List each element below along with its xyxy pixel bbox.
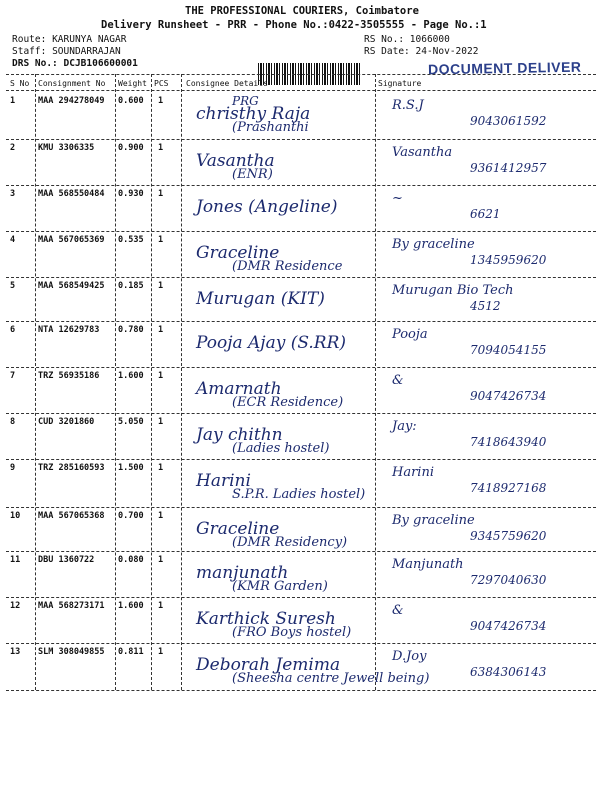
route-value: KARUNYA NAGAR	[52, 34, 127, 45]
row-consignee-name: christhy Raja	[196, 104, 311, 124]
row-consignee-place: (ECR Residence)	[232, 395, 344, 410]
row-phone: 6621	[470, 207, 501, 221]
row-weight: 1.500	[118, 463, 144, 473]
row-consignee-place: (Ladies hostel)	[232, 441, 330, 456]
row-phone: 9043061592	[470, 114, 547, 128]
row-signature: &	[392, 373, 404, 388]
row-weight: 1.600	[118, 371, 144, 381]
drs-label: DRS No.:	[12, 58, 58, 69]
row-consignee-name: Murugan (KIT)	[196, 289, 325, 309]
row-sno: 12	[10, 601, 21, 611]
row-pcs: 1	[158, 463, 164, 473]
row-pcs: 1	[158, 189, 164, 199]
runsheet-title: Delivery Runsheet - PRR - Phone No.:0422-3505555 - Page No.:1	[101, 19, 487, 31]
row-weight: 0.700	[118, 511, 144, 521]
row-consignment-no: MAA 568550484	[38, 189, 105, 199]
row-weight: 5.050	[118, 417, 144, 427]
row-phone: 9361412957	[470, 161, 547, 175]
col-pcs: PCS	[154, 79, 169, 88]
rs-date-line	[364, 46, 478, 57]
row-separator	[6, 321, 596, 322]
row-consignee-name: Deborah Jemima	[196, 655, 341, 675]
row-consignment-no: CUD 3201860	[38, 417, 95, 427]
row-sno: 4	[10, 235, 16, 245]
row-handwritten-note: PRG	[232, 94, 259, 108]
row-pcs: 1	[158, 511, 164, 521]
row-pcs: 1	[158, 143, 164, 153]
row-signature: R.S.J	[392, 98, 424, 113]
row-consignee-place: (FRO Boys hostel)	[232, 625, 352, 640]
row-separator	[6, 507, 596, 508]
row-separator	[6, 643, 596, 644]
row-consignee-name: Graceline	[196, 243, 280, 263]
document-delivery-stamp: DOCUMENT DELIVER	[427, 58, 582, 78]
row-weight: 0.535	[118, 235, 144, 245]
row-sno: 7	[10, 371, 16, 381]
row-signature: By graceline	[392, 237, 475, 252]
row-separator	[6, 551, 596, 552]
route-label: Route:	[12, 34, 47, 45]
row-consignee-place: (Prashanthi	[232, 120, 309, 135]
row-phone: 7297040630	[470, 573, 547, 587]
row-consignment-no: SLM 308049855	[38, 647, 105, 657]
row-sno: 9	[10, 463, 16, 473]
row-consignment-no: DBU 1360722	[38, 555, 95, 565]
row-consignment-no: KMU 3306335	[38, 143, 95, 153]
row-pcs: 1	[158, 96, 164, 106]
staff-value: SOUNDARRAJAN	[52, 46, 121, 57]
row-consignee-place: (DMR Residency)	[232, 535, 348, 550]
row-separator	[6, 690, 596, 691]
row-sno: 2	[10, 143, 16, 153]
row-consignee-name: Jay chithn	[196, 425, 283, 445]
row-weight: 0.185	[118, 281, 144, 291]
col-sno: S No	[10, 79, 30, 88]
row-pcs: 1	[158, 235, 164, 245]
row-consignee-name: Amarnath	[196, 379, 282, 399]
row-phone: 7418927168	[470, 481, 547, 495]
row-pcs: 1	[158, 647, 164, 657]
row-sno: 3	[10, 189, 16, 199]
row-weight: 0.780	[118, 325, 144, 335]
row-signature: Harini	[392, 465, 434, 480]
row-pcs: 1	[158, 371, 164, 381]
row-weight: 0.080	[118, 555, 144, 565]
row-sno: 5	[10, 281, 16, 291]
staff-line	[12, 46, 121, 57]
row-sno: 8	[10, 417, 16, 427]
row-consignee-name: Vasantha	[196, 151, 275, 171]
row-sno: 13	[10, 647, 21, 657]
col-details: Consignee Details	[186, 79, 268, 88]
row-consignment-no: MAA 294278049	[38, 96, 105, 106]
row-consignment-no: MAA 567065369	[38, 235, 105, 245]
row-consignment-no: TRZ 285160593	[38, 463, 105, 473]
row-pcs: 1	[158, 325, 164, 335]
row-signature: D.Joy	[392, 649, 427, 664]
row-phone: 1345959620	[470, 253, 547, 267]
row-separator	[6, 231, 596, 232]
table-top-rule	[6, 74, 596, 75]
header-bottom-rule	[6, 90, 596, 91]
rs-date-label: RS Date:	[364, 46, 410, 57]
row-signature: Jay:	[392, 419, 417, 434]
rs-no-line	[364, 34, 450, 45]
row-signature: Vasantha	[392, 145, 453, 160]
row-signature: Pooja	[392, 327, 428, 342]
row-weight: 0.930	[118, 189, 144, 199]
row-separator	[6, 185, 596, 186]
row-separator	[6, 367, 596, 368]
col-signature: Signature	[378, 79, 422, 88]
row-sno: 6	[10, 325, 16, 335]
row-sno: 10	[10, 511, 21, 521]
row-weight: 0.600	[118, 96, 144, 106]
row-separator	[6, 139, 596, 140]
row-phone: 9047426734	[470, 389, 547, 403]
col-weight: Weight	[118, 79, 147, 88]
row-consignee-place: (DMR Residence	[232, 259, 343, 274]
row-phone: 4512	[470, 299, 501, 313]
row-separator	[6, 413, 596, 414]
drs-line	[12, 58, 138, 69]
row-consignee-name: Pooja Ajay (S.RR)	[196, 333, 347, 353]
row-sno: 11	[10, 555, 21, 565]
row-signature: Murugan Bio Tech	[392, 283, 514, 298]
staff-label: Staff:	[12, 46, 47, 57]
row-weight: 1.600	[118, 601, 144, 611]
row-pcs: 1	[158, 555, 164, 565]
row-phone: 7094054155	[470, 343, 547, 357]
row-signature: By graceline	[392, 513, 475, 528]
row-consignee-name: Graceline	[196, 519, 280, 539]
row-phone: 9047426734	[470, 619, 547, 633]
row-consignment-no: MAA 568549425	[38, 281, 105, 291]
row-separator	[6, 277, 596, 278]
row-consignee-name: Harini	[196, 471, 251, 491]
row-consignee-place: (KMR Garden)	[232, 579, 328, 594]
row-weight: 0.811	[118, 647, 144, 657]
row-pcs: 1	[158, 281, 164, 291]
row-pcs: 1	[158, 601, 164, 611]
row-consignee-place: (ENR)	[232, 167, 273, 182]
row-phone: 6384306143	[470, 665, 547, 679]
row-signature: ~	[392, 191, 403, 206]
row-consignment-no: TRZ 56935186	[38, 371, 100, 381]
row-separator	[6, 459, 596, 460]
row-consignee-place: S.P.R. Ladies hostel)	[232, 487, 366, 502]
row-consignee-place: (Sheesha centre Jewell being)	[232, 671, 430, 686]
row-consignee-name: Jones (Angeline)	[196, 197, 338, 217]
rs-no-value: 1066000	[409, 34, 450, 45]
drs-value: DCJB106600001	[63, 58, 138, 69]
row-phone: 7418643940	[470, 435, 547, 449]
rs-date-value: 24-Nov-2022	[415, 46, 479, 57]
col-consignment: Consignment No	[38, 79, 106, 88]
row-consignment-no: MAA 568273171	[38, 601, 105, 611]
row-consignee-name: Karthick Suresh	[196, 609, 336, 629]
row-separator	[6, 597, 596, 598]
row-consignee-name: manjunath	[196, 563, 289, 583]
row-sno: 1	[10, 96, 16, 106]
company-title: THE PROFESSIONAL COURIERS, Coimbatore	[185, 5, 419, 17]
row-signature: &	[392, 603, 404, 618]
row-weight: 0.900	[118, 143, 144, 153]
row-signature: Manjunath	[392, 557, 464, 572]
row-consignment-no: NTA 12629783	[38, 325, 100, 335]
rs-no-label: RS No.:	[364, 34, 405, 45]
row-consignment-no: MAA 567065368	[38, 511, 105, 521]
row-phone: 9345759620	[470, 529, 547, 543]
row-pcs: 1	[158, 417, 164, 427]
route-line	[12, 34, 126, 45]
